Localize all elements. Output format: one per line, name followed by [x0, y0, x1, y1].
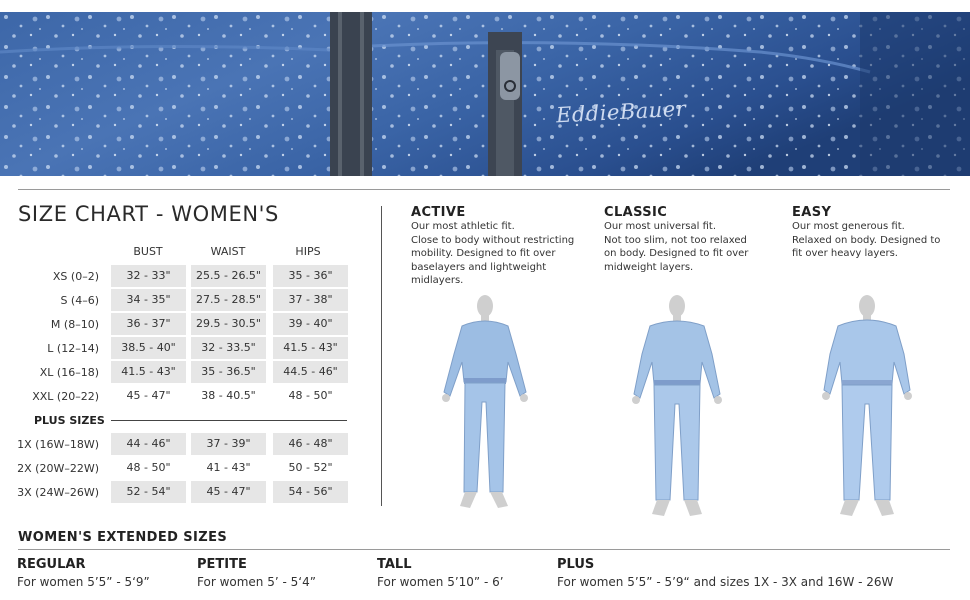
hero-banner: [0, 12, 970, 176]
bust-cell: 38.5 - 40": [111, 337, 186, 359]
hips-cell: 46 - 48": [273, 433, 348, 455]
bust-cell: 48 - 50": [111, 457, 186, 479]
column-header-bust: BUST: [133, 245, 163, 258]
fit-description-line: Relaxed on body. Designed to: [792, 234, 941, 246]
hips-cell: 35 - 36": [273, 265, 348, 287]
top-divider: [18, 189, 950, 190]
hips-cell: 54 - 56": [273, 481, 348, 503]
extended-plus-desc: For women 5’5” - 5’9“ and sizes 1X - 3X and 16W - 26W: [557, 575, 894, 589]
extended-tall-desc: For women 5’10” - 6’: [377, 575, 504, 589]
plus-divider: [111, 420, 347, 421]
brand-logo: EddieBauer: [555, 96, 687, 128]
easy-fit-figure: [820, 292, 914, 522]
bust-cell: 52 - 54": [111, 481, 186, 503]
plus-sizes-label: PLUS SIZES: [34, 414, 105, 427]
waist-cell: 32 - 33.5": [191, 337, 266, 359]
fit-description-line: fit over heavy layers.: [792, 248, 898, 260]
hips-cell: 44.5 - 46": [273, 361, 348, 383]
fit-description-line: Our most generous fit.: [792, 221, 905, 232]
bust-cell: 32 - 33": [111, 265, 186, 287]
hips-cell: 48 - 50": [273, 385, 348, 407]
bust-cell: 36 - 37": [111, 313, 186, 335]
fit-description-line: midlayers.: [411, 275, 464, 287]
fit-description-line: Close to body without restricting: [411, 234, 575, 246]
size-chart-title: SIZE CHART - WOMEN'S: [18, 202, 279, 226]
column-header-hips: HIPS: [295, 245, 321, 258]
waist-cell: 41 - 43": [191, 457, 266, 479]
extended-sizes-title: WOMEN'S EXTENDED SIZES: [18, 530, 228, 545]
size-label: 1X (16W–18W): [17, 438, 99, 451]
bust-cell: 45 - 47": [111, 385, 186, 407]
fit-title-active: ACTIVE: [411, 205, 466, 220]
waist-cell: 27.5 - 28.5": [191, 289, 266, 311]
extended-divider: [18, 549, 950, 550]
fit-description-active: [411, 220, 574, 288]
waist-cell: 29.5 - 30.5": [191, 313, 266, 335]
fit-description-line: on body. Designed to fit over: [604, 248, 749, 260]
fit-description-line: Not too slim, not too relaxed: [604, 234, 747, 246]
waist-cell: 45 - 47": [191, 481, 266, 503]
extended-petite-name: PETITE: [197, 557, 247, 572]
hips-cell: 50 - 52": [273, 457, 348, 479]
bust-cell: 41.5 - 43": [111, 361, 186, 383]
waist-cell: 38 - 40.5": [191, 385, 266, 407]
extended-regular-desc: For women 5’5” - 5‘9”: [17, 575, 150, 589]
size-label: 3X (24W–26W): [17, 486, 99, 499]
fit-title-easy: EASY: [792, 205, 832, 220]
fit-description-line: baselayers and lightweight: [411, 261, 547, 273]
classic-fit-figure: [630, 292, 724, 522]
fit-description-line: Our most athletic fit.: [411, 221, 515, 232]
fit-description-classic: [604, 220, 748, 274]
extended-plus-name: PLUS: [557, 557, 595, 572]
hips-cell: 37 - 38": [273, 289, 348, 311]
hips-cell: 39 - 40": [273, 313, 348, 335]
column-header-waist: WAIST: [210, 245, 246, 258]
fit-description-line: mobility. Designed to fit over: [411, 248, 556, 260]
size-label: 2X (20W–22W): [17, 462, 99, 475]
waist-cell: 25.5 - 26.5": [191, 265, 266, 287]
size-label: M (8–10): [50, 318, 99, 331]
section-divider: [381, 206, 382, 506]
wet-jacket-photo: [0, 12, 970, 176]
extended-tall-name: TALL: [377, 557, 412, 572]
waist-cell: 35 - 36.5": [191, 361, 266, 383]
fit-title-classic: CLASSIC: [604, 205, 668, 220]
size-label: XS (0–2): [52, 270, 99, 283]
size-label: S (4–6): [60, 294, 99, 307]
active-fit-figure: [440, 292, 530, 520]
size-label: XL (16–18): [39, 366, 99, 379]
bust-cell: 44 - 46": [111, 433, 186, 455]
fit-description-line: Our most universal fit.: [604, 221, 716, 232]
hips-cell: 41.5 - 43": [273, 337, 348, 359]
waist-cell: 37 - 39": [191, 433, 266, 455]
extended-regular-name: REGULAR: [17, 557, 86, 572]
fit-description-easy: [792, 220, 940, 261]
bust-cell: 34 - 35": [111, 289, 186, 311]
size-label: L (12–14): [47, 342, 99, 355]
fit-description-line: midweight layers.: [604, 261, 694, 273]
size-label: XXL (20–22): [32, 390, 99, 403]
extended-petite-desc: For women 5’ - 5‘4”: [197, 575, 316, 589]
